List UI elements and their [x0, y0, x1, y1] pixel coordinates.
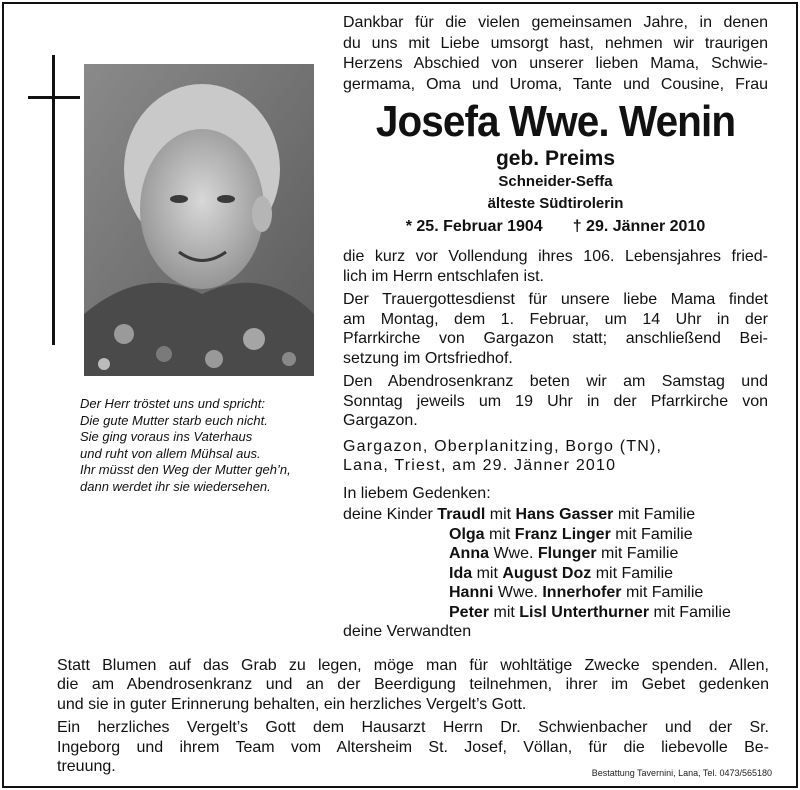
place-line: Gargazon, Oberplanitzing, Borgo (TN),: [343, 437, 663, 455]
family-suffix: mit Familie: [595, 564, 674, 582]
list-item: [343, 603, 768, 623]
birth-date: * 25. Februar 1904: [405, 218, 543, 235]
closing-line: Statt Blumen auf das Grab zu legen, möge man für wohltätige Zwecke spenden. Allen,: [57, 657, 769, 674]
place-date: [343, 437, 768, 476]
cross-icon-horizontal: [28, 96, 80, 99]
child-name: Anna: [449, 545, 489, 562]
intro-line: Dankbar für die vielen gemeinsamen Jahre, in denen: [343, 14, 768, 31]
list-item: [343, 505, 768, 525]
paragraph-line: die kurz vor Vollendung ihres 106. Lebensjahres fried-: [343, 248, 768, 265]
connector: Wwe.: [493, 545, 534, 562]
connector: mit: [493, 603, 515, 621]
paragraph-line: Sonntag jeweils um 19 Uhr in der Pfarrkirche von: [343, 392, 768, 410]
closing-line: Ingeborg und ihrem Team vom Altersheim St. Josef, Völlan, für die liebevolle Be-: [57, 738, 769, 756]
closing-line: die am Abendrosenkranz und an der Beerdigung teilnehmen, ihrer im Gebet gedenken: [57, 676, 769, 694]
paragraph-line: Der Trauergottesdienst für unsere liebe Mama findet: [343, 291, 768, 308]
partner-name: Lisl Unterthurner: [519, 603, 650, 621]
paragraph-line: Pfarrkirche von Gargazon statt; anschließend Bei-: [343, 330, 768, 347]
quote-line: Der Herr tröstet uns und spricht:: [80, 396, 265, 411]
closing-line: und sie in guter Erinnerung behalten, ein herzliches Vergelt’s Gott.: [57, 695, 527, 713]
list-item: [343, 525, 768, 545]
death-date: † 29. Jänner 2010: [572, 218, 706, 235]
main-text-column: [343, 13, 768, 642]
place-line: Lana, Triest, am 29. Jänner 2010: [343, 457, 617, 474]
closing-text: [57, 656, 769, 776]
list-item: [343, 583, 768, 603]
quote-line: Die gute Mutter starb euch nicht.: [80, 412, 268, 428]
children-list: [343, 505, 768, 642]
death-paragraph: [343, 247, 768, 286]
quote-line: Sie ging voraus ins Vaterhaus: [80, 429, 253, 445]
family-suffix: mit Familie: [615, 525, 693, 543]
child-name: Hanni: [449, 584, 494, 601]
connector: mit: [476, 564, 498, 582]
partner-name: Flunger: [537, 545, 597, 562]
family-suffix: mit Familie: [653, 603, 731, 621]
child-name: Olga: [449, 525, 485, 543]
closing-line: Ein herzliches Vergelt’s Gott dem Hausarzt Herrn Dr. Schwienbacher und der Sr.: [57, 719, 769, 737]
connector: mit: [489, 506, 512, 523]
family-suffix: mit Familie: [601, 545, 679, 562]
life-dates: [343, 215, 768, 239]
deceased-name: Josefa Wwe. Wenin: [375, 97, 736, 146]
family-suffix: mit Familie: [617, 506, 696, 523]
quote-line: Ihr müsst den Weg der Mutter geh’n,: [80, 462, 291, 478]
intro-line: Herzens Abschied von unserer lieben Mama, Schwie-: [343, 55, 768, 72]
child-name: Traudl: [437, 506, 486, 523]
quote-line: dann werdet ihr sie wiedersehen.: [80, 478, 271, 494]
portrait-photo: [84, 64, 314, 376]
list-item: [343, 544, 768, 564]
nickname: Schneider-Seffa: [498, 173, 613, 190]
kids-prefix: deine Kinder: [343, 506, 433, 523]
partner-name: August Doz: [502, 564, 592, 582]
paragraph-line: lich im Herrn entschlafen ist.: [343, 267, 544, 285]
quote-verse: [80, 396, 330, 496]
intro-text: [343, 13, 768, 95]
list-item: [343, 564, 768, 584]
intro-line: germama, Oma und Uroma, Tante und Cousine, Frau: [343, 75, 768, 93]
relatives-line: deine Verwandten: [343, 623, 472, 640]
rosary-paragraph: [343, 372, 768, 431]
memory-heading: In liebem Gedenken:: [343, 484, 491, 502]
child-name: Peter: [449, 603, 490, 621]
paragraph-line: am Montag, dem 1. Februar, um 14 Uhr in der: [343, 310, 768, 328]
intro-line: du uns mit Liebe umsorgt hast, nehmen wir traurigen: [343, 34, 768, 52]
partner-name: Franz Linger: [514, 525, 611, 543]
quote-line: und ruht von allem Mühsal aus.: [80, 445, 261, 461]
child-name: Ida: [449, 564, 473, 582]
funeral-paragraph: [343, 290, 768, 368]
partner-name: Innerhofer: [542, 584, 622, 601]
closing-line: treuung.: [57, 758, 116, 776]
paragraph-line: Den Abendrosenkranz beten wir am Samstag und: [343, 373, 768, 390]
partner-name: Hans Gasser: [515, 506, 614, 523]
paragraph-line: Gargazon.: [343, 412, 418, 429]
maiden-name: geb. Preims: [495, 147, 616, 170]
family-suffix: mit Familie: [625, 584, 704, 601]
connector: Wwe.: [497, 584, 538, 601]
paragraph-line: setzung im Ortsfriedhof.: [343, 349, 513, 367]
funeral-home-credit: Bestattung Tavernini, Lana, Tel. 0473/565180: [591, 768, 772, 778]
title-line: älteste Südtirolerin: [487, 195, 624, 212]
connector: mit: [489, 525, 511, 543]
